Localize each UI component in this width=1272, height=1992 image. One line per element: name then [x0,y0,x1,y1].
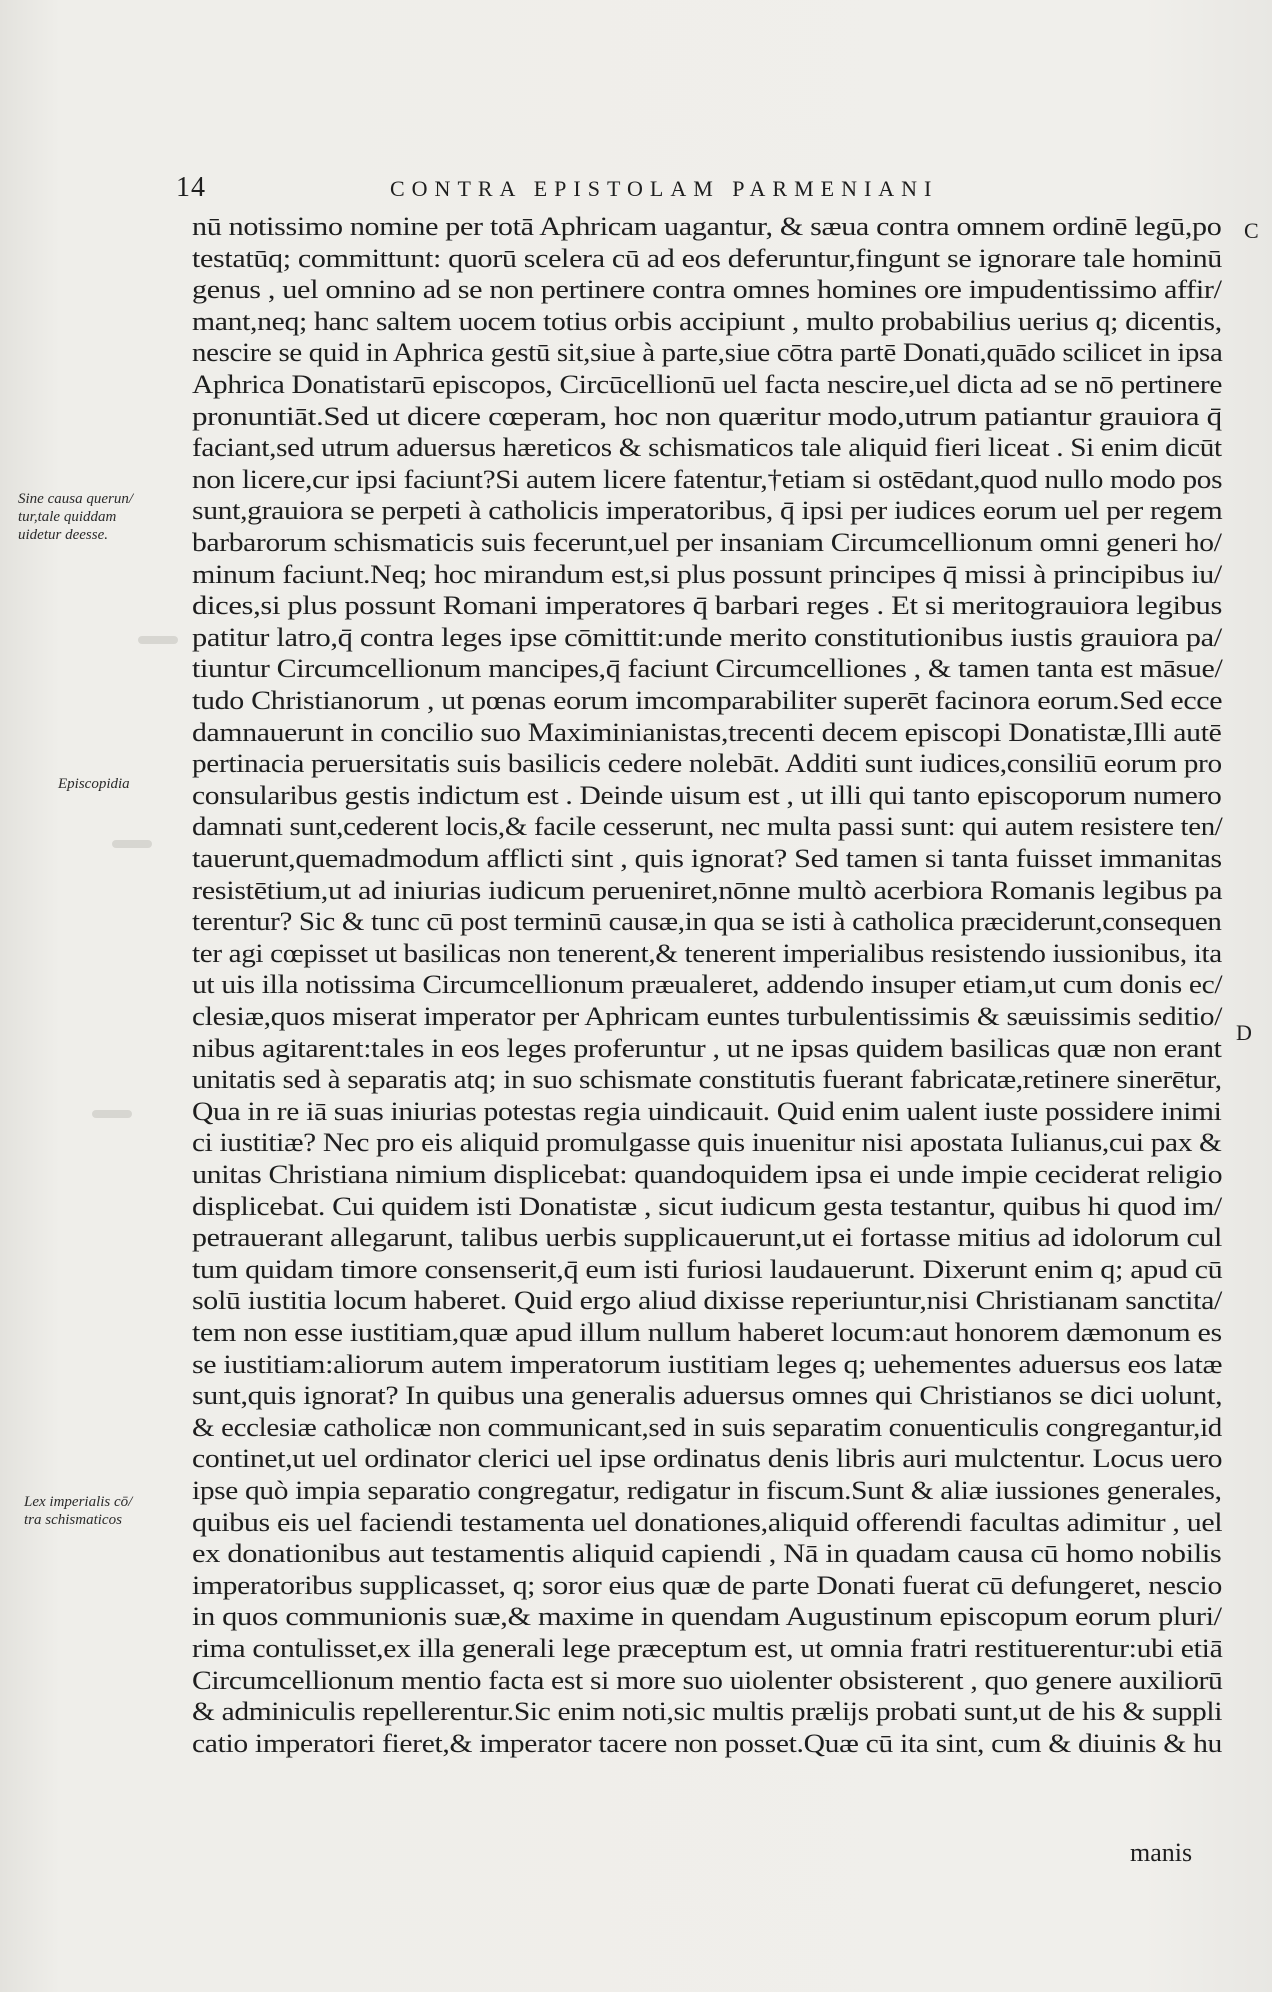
text-line: clesiæ,quos miserat imperator per Aphricam euntes turbulentissimis & sæuissimis seditio/ [192,1002,1223,1031]
text-line: testatūq; committunt: quorū scelera cū ad eos deferuntur,fingunt se ignorare tale hominū [192,243,1222,273]
text-line: unitatis sed à separatis atq; in suo schismate constitutis fuerant fabricatæ,retinere sinerētur, [192,1065,1222,1095]
text-line: in quos communionis suæ,& maxime in quendam Augustinum episcopum eorum pluri/ [192,1602,1222,1632]
margin-letter-d: D [1236,1020,1252,1045]
text-line: ci iustitiæ? Nec pro eis aliquid promulgasse quis inuenitur nisi apostata Iulianus,cui pax & [192,1128,1222,1158]
margin-letter-c: C [1244,218,1259,243]
text-line: Qua in re iā suas iniurias potestas regia uindicauit. Quid enim ualent iuste possidere inimi [192,1096,1222,1126]
text-line: & ecclesiæ catholicæ non communicant,sed in suis separatim conuenticulis congregantur,id [192,1412,1222,1442]
text-line: genus , uel omnino ad se non pertinere contra omnes homines ore impudentissimo affir/ [192,275,1222,305]
text-line: Circumcellionum mentio facta est si more suo uiolenter obsisterent , quo genere auxiliorū [192,1665,1223,1695]
text-line: terentur? Sic & tunc cū post terminū causæ,in qua se isti à catholica præciderunt,consequen [192,907,1222,937]
text-line: sunt,grauiora se perpeti à catholicis imperatoribus, q̄ ipsi per iudices eorum uel per regem [192,496,1223,526]
text-line: tem non esse iustitiam,quæ apud illum nullum haberet locum:aut honorem dæmonum es [192,1318,1222,1347]
show-through-smudge [92,1110,132,1118]
text-line: sunt,quis ignorat? In quibus una generalis aduersus omnes qui Christianos se dici uolunt, [192,1381,1223,1411]
text-line: nū notissimo nomine per totā Aphricam uagantur, & sæua contra omnem ordinē legū,po [192,212,1222,241]
text-line: displicebat. Cui quidem isti Donatistæ , sicut iudicum gesta testantur, quibus hi quod im/ [192,1191,1222,1221]
text-line: tiuntur Circumcellionum mancipes,q̄ faciunt Circumcelliones , & tamen tanta est māsue/ [192,654,1223,684]
text-line: mant,neq; hanc saltem uocem totius orbis accipiunt , multo probabilius uerius q; dicentis, [192,306,1222,336]
text-line: patitur latro,q̄ contra leges ipse cōmittit:unde merito constitutionibus iustis grauiora pa/ [192,622,1222,652]
text-line: nibus agitarent:tales in eos leges proferuntur , ut ne ipsas quidem basilicas quæ non erant [192,1033,1222,1063]
marginal-gloss-sine-causa [18,490,183,544]
text-line: damnauerunt in concilio suo Maximinianistas,trecenti decem episcopi Donatistæ,Illi autē [192,717,1222,747]
catchword: manis [1130,1838,1193,1867]
text-line: non licere,cur ipsi faciunt?Si autem licere fatentur,†etiam si ostēdant,quod nullo modo pos [192,464,1223,494]
text-line: quibus eis uel faciendi testamenta uel donationes,aliquid offerendi facultas adimitur , uel [192,1507,1223,1537]
gloss-line: uidetur deesse. [18,527,108,543]
gloss-line: Lex imperialis cō/ [24,1494,133,1510]
text-line: tudo Christianorum , ut pœnas eorum imcomparabiliter superēt facinora eorum.Sed ecce [192,686,1223,715]
text-line: minum faciunt.Neq; hoc mirandum est,si plus possunt principes q̄ missi à principibus iu/ [192,559,1222,589]
text-line: se iustitiam:aliorum autem imperatorum iustitiam leges q; uehementes aduersus eos latæ [192,1349,1223,1379]
text-line: tauerunt,quemadmodum afflicti sint , quis ignorat? Sed tamen si tanta fuisset immanitas [192,844,1222,873]
text-line: nescire se quid in Aphrica gestū sit,siue à parte,siue cōtra partē Donati,quādo scilicet in ipsa [192,338,1223,368]
text-line: & adminiculis repellerentur.Sic enim noti,sic multis prælijs probati sunt,ut de his & suppli [192,1697,1223,1727]
gloss-line: Sine causa querun/ [18,491,133,507]
running-head: CONTRA EPISTOLAM PARMENIANI [390,176,939,201]
text-line: ipse quò impia separatio congregatur, redigatur in fiscum.Sunt & aliæ iussiones generales, [192,1476,1222,1505]
text-line: resistētium,ut ad iniurias iudicum perueniret,nōnne multò acerbiora Romanis legibus pa [192,875,1223,905]
text-line: continet,ut uel ordinator clerici uel ipse ordinatus denis libris auri mulctentur. Locus uero [192,1444,1223,1474]
text-line: dices,si plus possunt Romani imperatores q̄ barbari reges . Et si meritograuiora legibus [192,591,1223,621]
folio-number: 14 [176,172,206,203]
show-through-smudge [138,636,178,644]
text-line: faciant,sed utrum aduersus hæreticos & schismaticos tale aliquid fieri liceat . Si enim dicūt [192,433,1222,463]
text-line: ex donationibus aut testamentis aliquid capiendi , Nā in quadam causa cū homo nobilis [192,1539,1222,1569]
text-line: damnati sunt,cederent locis,& facile cesserunt, nec multa passi sunt: qui autem resistere ten/ [192,812,1223,842]
text-line: solū iustitia locum haberet. Quid ergo aliud dixisse reperiuntur,nisi Christianam sanctita/ [192,1286,1222,1316]
text-line: tum quidam timore consenserit,q̄ eum isti furiosi laudauerunt. Dixerunt enim q; apud cū [192,1254,1223,1284]
gloss-line: Episcopidia [58,776,130,792]
text-line: barbarorum schismaticis suis fecerunt,uel per insaniam Circumcellionum omni generi ho/ [192,528,1222,557]
show-through-smudge [112,840,152,848]
text-line: unitas Christiana nimium displicebat: quandoquidem ipsa ei unde impie ceciderat religio [192,1160,1223,1189]
text-line: petrauerant allegarunt, talibus uerbis supplicauerunt,ut ei fortasse mitius ad idolorum cul [192,1223,1222,1253]
text-line: rima contulisset,ex illa generali lege præceptum est, ut omnia fratri restituerentur:ubi etiā [192,1634,1223,1663]
text-line: catio imperatori fieret,& imperator tacere non posset.Quæ cū ita sint, cum & diuinis & hu [192,1728,1223,1758]
text-line: Aphrica Donatistarū episcopos, Circūcellionū uel facta nescire,uel dicta ad se nō pertinere [192,370,1223,399]
text-line: consularibus gestis indictum est . Deinde uisum est , ut illi qui tanto episcoporum numero [192,780,1222,810]
text-line: imperatoribus supplicasset, q; soror eius quæ de parte Donati fuerat cū defungeret, nescio [192,1570,1222,1600]
text-line: ut uis illa notissima Circumcellionum præualeret, addendo insuper etiam,ut cum donis ec/ [192,970,1223,1000]
gloss-line: tur,tale quiddam [18,509,117,525]
gloss-line: tra schismaticos [24,1512,122,1528]
marginal-gloss-lex-imperialis [24,1493,189,1529]
text-line: pertinacia peruersitatis suis basilicis cedere nolebāt. Additi sunt iudices,consiliū eorum pro [192,749,1222,779]
text-line: ter agi cœpisset ut basilicas non tenerent,& tenerent imperialibus resistendo iussionibus, ita [192,938,1222,968]
text-line: pronuntiāt.Sed ut dicere cœperam, hoc non quæritur modo,utrum patiantur grauiora q̄ [192,401,1222,431]
marginal-gloss-episcopidia [58,775,223,793]
